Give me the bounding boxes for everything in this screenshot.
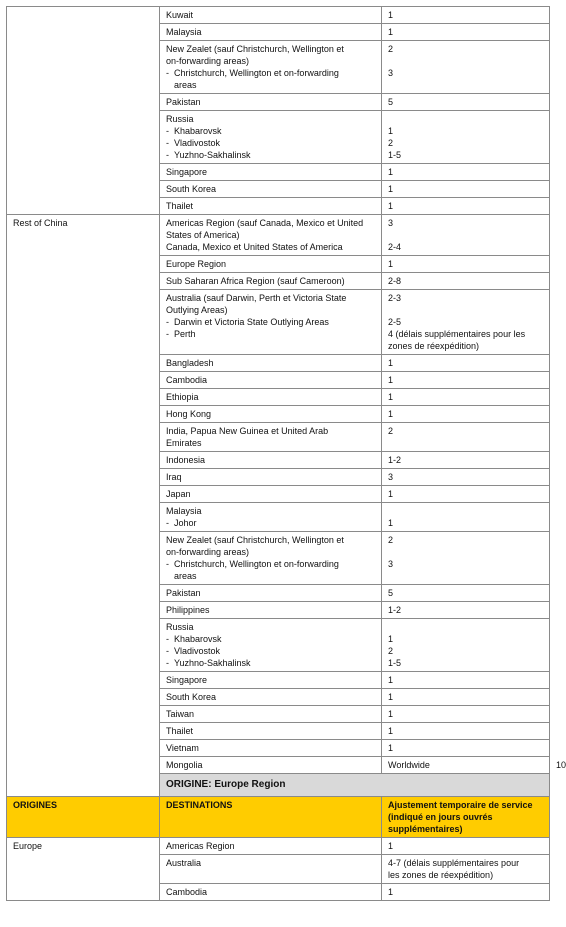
destination-cell: Ethiopia xyxy=(160,389,382,406)
destination-cell: Bangladesh xyxy=(160,355,382,372)
adjustment-cell: 3 xyxy=(382,469,550,486)
adjustment-cell: 4-7 (délais supplémentaires pour les zones de réexpédition) xyxy=(382,855,550,884)
destination-cell: Hong Kong xyxy=(160,406,382,423)
adjustment-cell: 3 2-4 xyxy=(382,215,550,256)
destination-cell: New Zealet (sauf Christchurch, Wellington et on-forwarding areas) - Christchurch, Wellington et on-forwarding areas xyxy=(160,532,382,585)
destination-cell: Russia - Khabarovsk - Vladivostok - Yuzhno-Sakhalinsk xyxy=(160,111,382,164)
destination-cell: Sub Saharan Africa Region (sauf Cameroon) xyxy=(160,273,382,290)
table-row xyxy=(7,7,550,24)
adjustment-cell: 1 xyxy=(382,7,550,24)
destination-cell: Thailet xyxy=(160,723,382,740)
destination-cell: Philippines xyxy=(160,602,382,619)
column-header-origins: ORIGINES xyxy=(7,797,160,838)
adjustment-cell: 5 xyxy=(382,585,550,602)
destination-cell: Singapore xyxy=(160,164,382,181)
section-title: ORIGINE: Europe Region xyxy=(160,774,550,797)
adjustment-cell: 5 xyxy=(382,94,550,111)
adjustment-cell: 1 xyxy=(382,181,550,198)
adjustment-cell: 1 xyxy=(382,672,550,689)
adjustment-cell: 1 xyxy=(382,24,550,41)
column-header-adjustment: Ajustement temporaire de service (indiqué en jours ouvrés supplémentaires) xyxy=(382,797,550,838)
adjustment-cell: 1 2 1-5 xyxy=(382,111,550,164)
destination-cell: Kuwait xyxy=(160,7,382,24)
destination-cell: Japan xyxy=(160,486,382,503)
destination-cell: Iraq xyxy=(160,469,382,486)
table-row: Mongolia Worldwide 10 xyxy=(7,757,550,774)
destination-cell: Americas Region (sauf Canada, Mexico et United States of America) Canada, Mexico et United States of America xyxy=(160,215,382,256)
origin-cell: Mongolia xyxy=(160,757,382,774)
column-header-destinations: DESTINATIONS xyxy=(160,797,382,838)
destination-cell: Singapore xyxy=(160,672,382,689)
destination-cell: Vietnam xyxy=(160,740,382,757)
adjustment-cell: 2 3 xyxy=(382,532,550,585)
destination-cell: Europe Region xyxy=(160,256,382,273)
adjustment-cell: 1-2 xyxy=(382,602,550,619)
adjustment-cell: 1 xyxy=(382,740,550,757)
destination-cell: Malaysia xyxy=(160,24,382,41)
table-row xyxy=(7,215,550,256)
destination-cell: Thailet xyxy=(160,198,382,215)
adjustment-cell: 1 xyxy=(382,164,550,181)
adjustment-cell: 1 xyxy=(382,723,550,740)
destination-cell: Russia - Khabarovsk - Vladivostok - Yuzhno-Sakhalinsk xyxy=(160,619,382,672)
adjustment-cell: 2-8 xyxy=(382,273,550,290)
table-row xyxy=(7,838,550,855)
origin-cell: Rest of China xyxy=(7,215,160,797)
destination-cell: Australia (sauf Darwin, Perth et Victoria State Outlying Areas) - Darwin et Victoria State Outlying Areas - Perth xyxy=(160,290,382,355)
destination-cell: Australia xyxy=(160,855,382,884)
adjustment-cell: 1 xyxy=(382,838,550,855)
destination-cell: India, Papua New Guinea et United Arab Emirates xyxy=(160,423,382,452)
adjustment-cell: 1 xyxy=(382,486,550,503)
adjustment-cell: 1 2 1-5 xyxy=(382,619,550,672)
destination-cell: Pakistan xyxy=(160,585,382,602)
destination-cell: Cambodia xyxy=(160,884,382,901)
adjustment-cell: 2 3 xyxy=(382,41,550,94)
adjustment-cell: 1 xyxy=(382,372,550,389)
adjustment-cell: 1 xyxy=(382,503,550,532)
origin-cell: Europe xyxy=(7,838,160,901)
destination-cell: Indonesia xyxy=(160,452,382,469)
service-adjustment-table xyxy=(6,6,566,901)
destination-cell: New Zealet (sauf Christchurch, Wellington et on-forwarding areas) - Christchurch, Wellington et on-forwarding areas xyxy=(160,41,382,94)
adjustment-cell: 1 xyxy=(382,389,550,406)
adjustment-cell: 1-2 xyxy=(382,452,550,469)
adjustment-cell: 1 xyxy=(382,198,550,215)
destination-cell: South Korea xyxy=(160,689,382,706)
destination-cell: Malaysia - Johor xyxy=(160,503,382,532)
adjustment-cell: 1 xyxy=(382,689,550,706)
destination-cell: South Korea xyxy=(160,181,382,198)
destination-cell: Worldwide xyxy=(382,757,550,774)
origin-cell-empty xyxy=(7,7,160,215)
column-header-row xyxy=(7,797,550,838)
adjustment-cell: 1 xyxy=(382,884,550,901)
adjustment-cell: 1 xyxy=(382,256,550,273)
adjustment-cell: 2 xyxy=(382,423,550,452)
destination-cell: Taiwan xyxy=(160,706,382,723)
adjustment-cell: 1 xyxy=(382,355,550,372)
adjustment-cell: 1 xyxy=(382,406,550,423)
adjustment-cell: 2-3 2-5 4 (délais supplémentaires pour les zones de réexpédition) xyxy=(382,290,550,355)
adjustment-cell: 1 xyxy=(382,706,550,723)
destination-cell: Cambodia xyxy=(160,372,382,389)
destination-cell: Americas Region xyxy=(160,838,382,855)
destination-cell: Pakistan xyxy=(160,94,382,111)
